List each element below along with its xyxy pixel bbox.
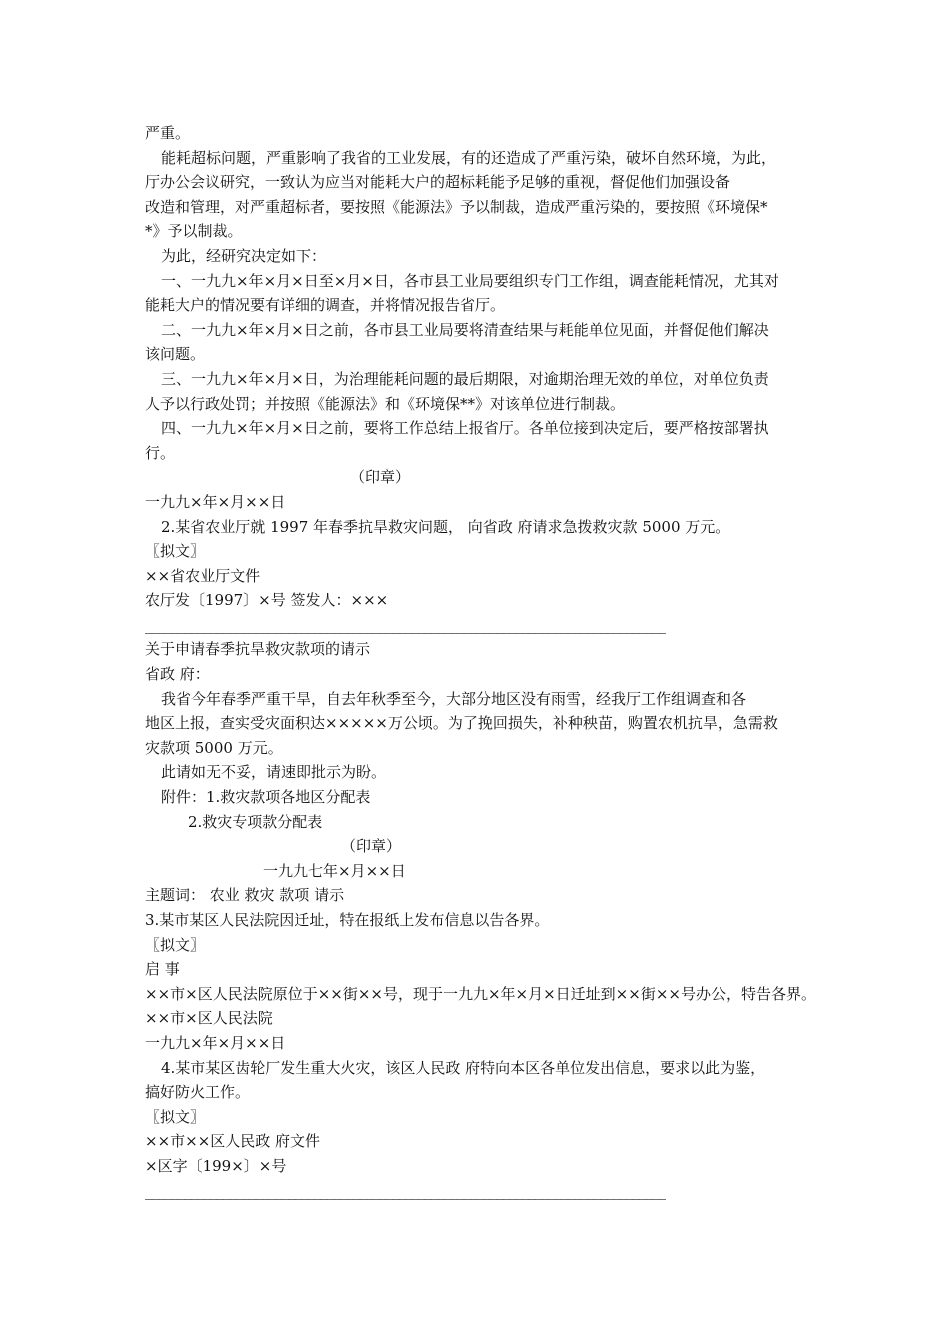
- text-line: 行。: [145, 443, 176, 462]
- seal-label: （印章）: [350, 468, 411, 487]
- seal-label: （印章）: [341, 837, 402, 856]
- document-body: [145, 121, 825, 1203]
- divider-rule: ________________________________________________________________________________: [145, 615, 665, 634]
- paragraph-line: 二、一九九×年×月×日之前，各市县工业局要将清查结果与耗能单位见面，并督促他们解决: [161, 320, 769, 339]
- date-line: 一九九×年×月××日: [145, 1033, 286, 1052]
- addressee: 省政 府：: [145, 665, 210, 684]
- attachment-line: 2.救灾专项款分配表: [188, 812, 323, 831]
- document-number: 农厅发〔1997〕×号 签发人：×××: [145, 591, 389, 610]
- document-title: 关于申请春季抗旱救灾款项的请示: [145, 640, 371, 659]
- divider-rule: ________________________________________________________________________________: [145, 1181, 665, 1200]
- text-line: 厅办公会议研究，一致认为应当对能耗大户的超标耗能予足够的重视，督促他们加强设备: [145, 173, 731, 192]
- text-line: 搞好防火工作。: [145, 1083, 251, 1102]
- section-heading: 2.某省农业厅就 1997 年春季抗旱救灾问题， 向省政 府请求急拨救灾款 5000 万元。: [161, 517, 731, 536]
- attachment-line: 附件：1.救灾款项各地区分配表: [161, 788, 371, 807]
- date-line: 一九九七年×月××日: [263, 861, 406, 880]
- subject-words: 主题词： 农业 救灾 款项 请示: [145, 886, 345, 905]
- section-heading: 3.某市某区人民法院因迁址，特在报纸上发布信息以告各界。: [145, 911, 550, 929]
- paragraph-line: 此请如无不妥，请速即批示为盼。: [161, 763, 387, 782]
- paragraph-line: 能耗超标问题，严重影响了我省的工业发展，有的还造成了严重污染，破坏自然环境，为此，: [161, 148, 777, 167]
- text-line: 该问题。: [145, 345, 206, 364]
- draft-label: 〖拟文〗: [145, 1107, 206, 1126]
- draft-label: 〖拟文〗: [145, 542, 206, 561]
- text-line: 改造和管理，对严重超标者，要按照《能源法》予以制裁，造成严重污染的，要按照《环境保*: [145, 197, 768, 216]
- text-line: *》予以制裁。: [145, 222, 243, 241]
- text-line: ××市×区人民法院原位于××街××号，现于一九九×年×月×日迁址到××街××号办公，特告各界。: [145, 984, 816, 1003]
- document-header: ××省农业厅文件: [145, 566, 261, 585]
- notice-title: 启 事: [145, 960, 180, 979]
- date-line: 一九九×年×月××日: [145, 492, 286, 511]
- text-line: 能耗大户的情况要有详细的调查，并将情况报告省厅。: [145, 296, 506, 315]
- text-line: 人予以行政处罚；并按照《能源法》和《环境保**》对该单位进行制裁。: [145, 394, 626, 413]
- paragraph-line: 我省今年春季严重干旱，自去年秋季至今，大部分地区没有雨雪，经我厅工作组调查和各: [161, 689, 747, 708]
- draft-label: 〖拟文〗: [145, 935, 206, 954]
- text-line: 灾款项 5000 万元。: [145, 738, 283, 757]
- document-header: ××市××区人民政 府文件: [145, 1132, 321, 1151]
- text-line: 严重。: [145, 124, 191, 142]
- section-heading: 4.某市某区齿轮厂发生重大火灾，该区人民政 府特向本区各单位发出信息，要求以此为鉴，: [161, 1058, 766, 1077]
- document-number: ×区字〔199×〕×号: [145, 1156, 287, 1175]
- text-line: 地区上报，查实受灾面积达×××××万公顷。为了挽回损失，补种秧苗，购置农机抗旱，急需救: [145, 714, 778, 733]
- paragraph-line: 三、一九九×年×月×日，为治理能耗问题的最后期限，对逾期治理无效的单位，对单位负责: [161, 369, 769, 388]
- paragraph-line: 为此，经研究决定如下：: [161, 246, 327, 265]
- signature-line: ××市×区人民法院: [145, 1009, 273, 1028]
- paragraph-line: 一、一九九×年×月×日至×月×日，各市县工业局要组织专门工作组，调查能耗情况，尤其对: [161, 271, 779, 290]
- paragraph-line: 四、一九九×年×月×日之前，要将工作总结上报省厅。各单位接到决定后，要严格按部署执: [161, 419, 769, 438]
